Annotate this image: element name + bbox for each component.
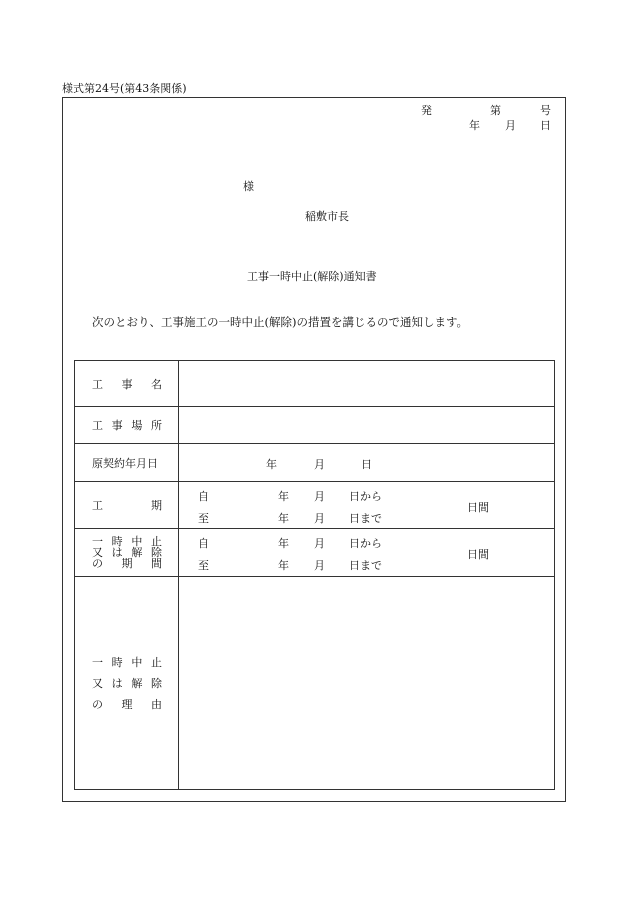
row-chushi-kikan xyxy=(75,529,555,577)
body-text: 次のとおり、工事施工の一時中止(解除)の措置を講じるので通知します。 xyxy=(92,315,469,329)
label-koki: 工 期 xyxy=(92,499,162,512)
label-koji-mei: 工 事 名 xyxy=(92,377,162,391)
row-gen-keiyaku xyxy=(75,444,555,482)
value-gen-keiyaku[interactable]: 年 月 日 xyxy=(179,444,555,482)
date-day: 日 xyxy=(540,119,551,132)
label-gen-keiyaku: 原契約年月日 xyxy=(92,456,158,470)
issue-dai: 第 xyxy=(490,104,501,117)
details-table xyxy=(74,360,555,790)
form-number: 様式第24号(第43条関係) xyxy=(62,82,187,95)
document-title: 工事一時中止(解除)通知書 xyxy=(247,270,377,283)
addressee-sama: 様 xyxy=(243,180,254,193)
value-chushi-kikan[interactable]: 自 年 月 日から 至 年 月 日まで 日間 xyxy=(179,529,555,577)
label-chushi-kikan: 一 時 中 止 又 は 解 除 の 期 間 xyxy=(92,535,162,570)
row-koki xyxy=(75,482,555,529)
date-month: 月 xyxy=(505,119,516,132)
label-koji-basho: 工 事 場 所 xyxy=(92,419,162,432)
date-year: 年 xyxy=(469,119,480,132)
chushi-days: 日間 xyxy=(467,548,489,561)
issue-hatsu: 発 xyxy=(421,104,432,117)
issuer: 稲敷市長 xyxy=(305,210,349,223)
row-koji-mei xyxy=(75,361,555,407)
label-chushi-riyu: 一 時 中 止 又 は 解 除 の 理 由 xyxy=(92,655,162,711)
value-koji-mei[interactable] xyxy=(179,361,555,407)
value-chushi-riyu[interactable] xyxy=(179,577,555,790)
row-koji-basho xyxy=(75,407,555,444)
koki-days: 日間 xyxy=(467,501,489,514)
value-koki[interactable]: 自 年 月 日から 至 年 月 日まで 日間 xyxy=(179,482,555,529)
issue-go: 号 xyxy=(540,104,551,117)
value-koji-basho[interactable] xyxy=(179,407,555,444)
row-chushi-riyu xyxy=(75,577,555,790)
